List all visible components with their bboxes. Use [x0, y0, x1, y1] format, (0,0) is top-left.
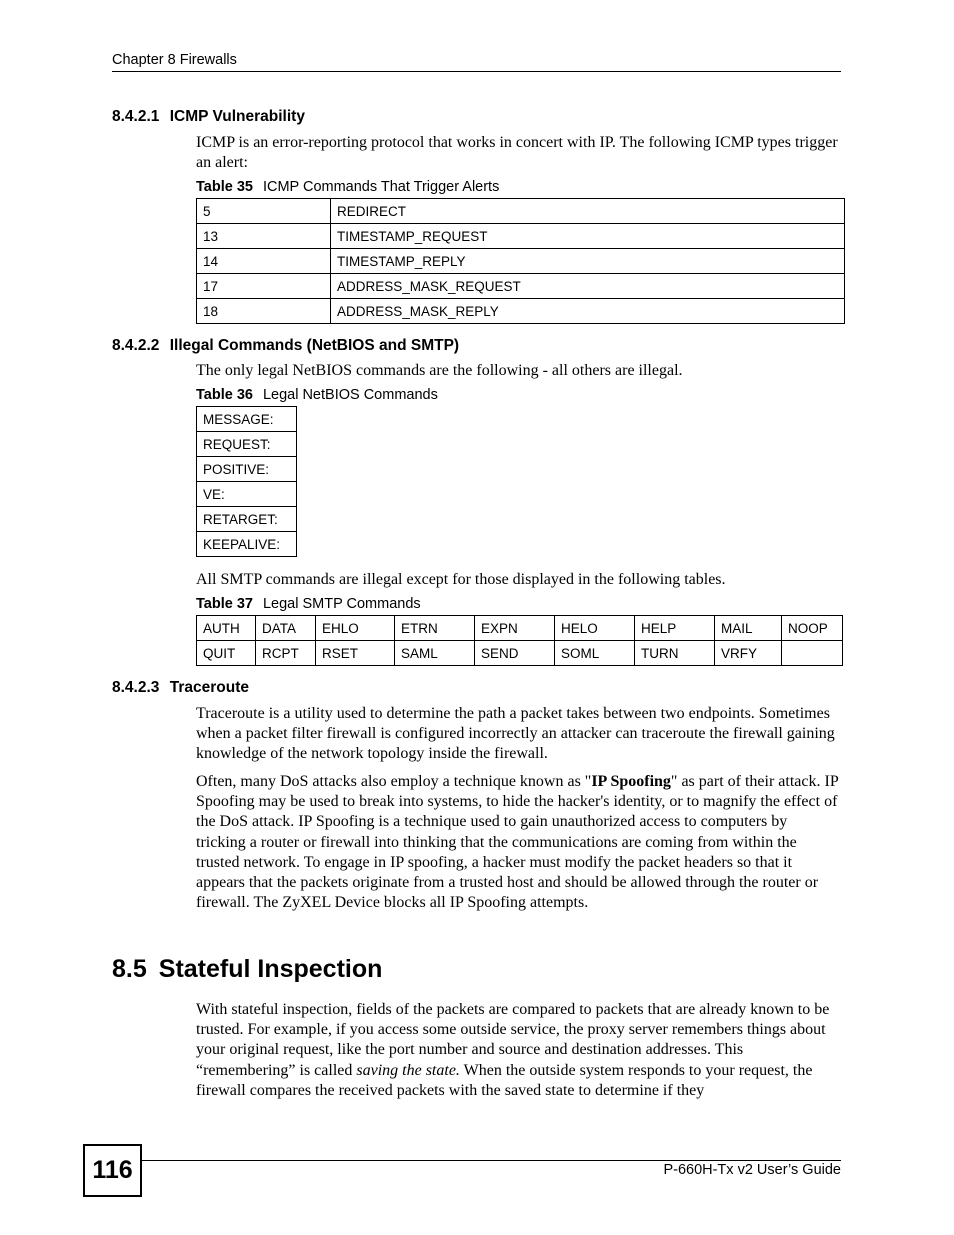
netbios-command-cell: MESSAGE: [197, 407, 297, 432]
table-row [197, 299, 845, 324]
netbios-command-cell: KEEPALIVE: [197, 532, 297, 557]
smtp-command-cell: HELP [635, 616, 715, 641]
heading-number: 8.4.2.2 [112, 337, 160, 354]
icmp-name-cell: ADDRESS_MASK_REQUEST [331, 274, 845, 299]
netbios-intro-text: The only legal NetBIOS commands are the following - all others are illegal. [196, 362, 683, 379]
text-run: " as part of their attack. IP Spoofing may be used to break into systems, to hide the hacker's identity, or to magnify the effect of the DoS attack. IP Spoofing is a technique used to gain unauthorized access to computers by tricking a router or firewall into thinking that the communications are coming from within the trusted network. To engage in IP spoofing, a hacker must modify the packet headers so that it appears that the packets originate from a trusted host and should be allowed through the router or firewall. The ZyXEL Device blocks all IP Spoofing attempts. [196, 773, 839, 912]
smtp-command-cell: EXPN [475, 616, 555, 641]
table-row [197, 507, 297, 532]
table-row [197, 457, 297, 482]
smtp-command-cell: ETRN [395, 616, 475, 641]
smtp-command-cell: NOOP [782, 616, 843, 641]
saving-state-term: saving the state. [356, 1061, 460, 1079]
running-header: Chapter 8 Firewalls [112, 52, 237, 68]
smtp-command-cell: VRFY [715, 641, 782, 666]
heading-title: Traceroute [169, 679, 249, 696]
table-title: ICMP Commands That Trigger Alerts [262, 179, 500, 195]
table-label: Table 37 [196, 596, 253, 612]
table-row [197, 407, 297, 432]
smtp-command-cell [782, 641, 843, 666]
netbios-command-cell: REQUEST: [197, 432, 297, 457]
table-row [197, 532, 297, 557]
table-row [197, 482, 297, 507]
table-35-caption [196, 179, 499, 195]
heading-illegal-commands [112, 337, 459, 355]
smtp-command-cell: MAIL [715, 616, 782, 641]
paragraph-text [196, 772, 841, 913]
netbios-commands-table [196, 406, 297, 557]
heading-title: ICMP Vulnerability [169, 108, 305, 125]
text-run: With stateful inspection, fields of the packets are compared to packets that are already known to be trusted. For example, if you access some outside service, the proxy server remembers things about your original request, like the port number and source and destination addresses. This “remembering” is called [196, 1001, 830, 1079]
ip-spoofing-term: IP Spoofing [591, 773, 671, 790]
table-row [197, 199, 845, 224]
text-run: When the outside system responds to your request, the firewall compares the received packets with the saved state to determine if they [196, 1061, 813, 1099]
netbios-command-cell: VE: [197, 482, 297, 507]
smtp-command-cell: AUTH [197, 616, 256, 641]
icmp-intro [196, 133, 841, 173]
icmp-code-cell: 18 [197, 299, 331, 324]
header-rule [112, 71, 841, 72]
traceroute-paragraph-1 [196, 704, 841, 765]
heading-number: 8.5 [112, 955, 147, 983]
heading-icmp-vulnerability [112, 108, 305, 126]
table-36-caption [196, 387, 438, 403]
table-row [197, 224, 845, 249]
paragraph-text: Traceroute is a utility used to determine the path a packet takes between two endpoints. Sometimes when a packet filter firewall is configured incorrectly an attacker can traceroute the firewall gaining knowledge of the network topology inside the firewall. [196, 705, 835, 763]
guide-title: P-660H-Tx v2 User’s Guide [663, 1162, 841, 1178]
netbios-command-cell: RETARGET: [197, 507, 297, 532]
heading-number: 8.4.2.3 [112, 679, 160, 696]
icmp-intro-text: ICMP is an error-reporting protocol that works in concert with IP. The following ICMP types trigger an alert: [196, 134, 838, 172]
text-run: Often, many DoS attacks also employ a technique known as " [196, 773, 592, 790]
smtp-command-cell: TURN [635, 641, 715, 666]
traceroute-paragraph-2 [196, 772, 841, 913]
smtp-command-cell: HELO [555, 616, 635, 641]
smtp-command-cell: RCPT [256, 641, 316, 666]
icmp-code-cell: 13 [197, 224, 331, 249]
icmp-name-cell: TIMESTAMP_REPLY [331, 249, 845, 274]
table-label: Table 36 [196, 387, 253, 403]
stateful-inspection-paragraph [196, 1000, 841, 1101]
icmp-commands-table [196, 198, 845, 324]
table-37-caption [196, 596, 421, 612]
paragraph-text [196, 1000, 841, 1101]
icmp-code-cell: 14 [197, 249, 331, 274]
icmp-name-cell: ADDRESS_MASK_REPLY [331, 299, 845, 324]
table-row [197, 432, 297, 457]
icmp-name-cell: REDIRECT [331, 199, 845, 224]
smtp-intro [196, 570, 841, 590]
heading-title: Illegal Commands (NetBIOS and SMTP) [169, 337, 460, 354]
netbios-command-cell: POSITIVE: [197, 457, 297, 482]
netbios-intro [196, 361, 841, 381]
footer-rule [140, 1160, 841, 1161]
smtp-command-cell: QUIT [197, 641, 256, 666]
smtp-command-cell: SAML [395, 641, 475, 666]
heading-traceroute [112, 679, 249, 697]
smtp-command-cell: DATA [256, 616, 316, 641]
table-row [197, 641, 843, 666]
table-row [197, 274, 845, 299]
heading-title: Stateful Inspection [158, 955, 383, 983]
smtp-command-cell: SEND [475, 641, 555, 666]
smtp-commands-table [196, 615, 843, 666]
heading-stateful-inspection [112, 955, 382, 984]
table-row [197, 616, 843, 641]
smtp-command-cell: EHLO [316, 616, 395, 641]
table-title: Legal NetBIOS Commands [262, 387, 438, 403]
page-number: 116 [83, 1144, 142, 1197]
table-label: Table 35 [196, 179, 253, 195]
table-row [197, 249, 845, 274]
smtp-command-cell: SOML [555, 641, 635, 666]
table-title: Legal SMTP Commands [262, 596, 421, 612]
smtp-intro-text: All SMTP commands are illegal except for those displayed in the following tables. [196, 571, 726, 588]
heading-number: 8.4.2.1 [112, 108, 160, 125]
icmp-code-cell: 17 [197, 274, 331, 299]
smtp-command-cell: RSET [316, 641, 395, 666]
icmp-name-cell: TIMESTAMP_REQUEST [331, 224, 845, 249]
icmp-code-cell: 5 [197, 199, 331, 224]
